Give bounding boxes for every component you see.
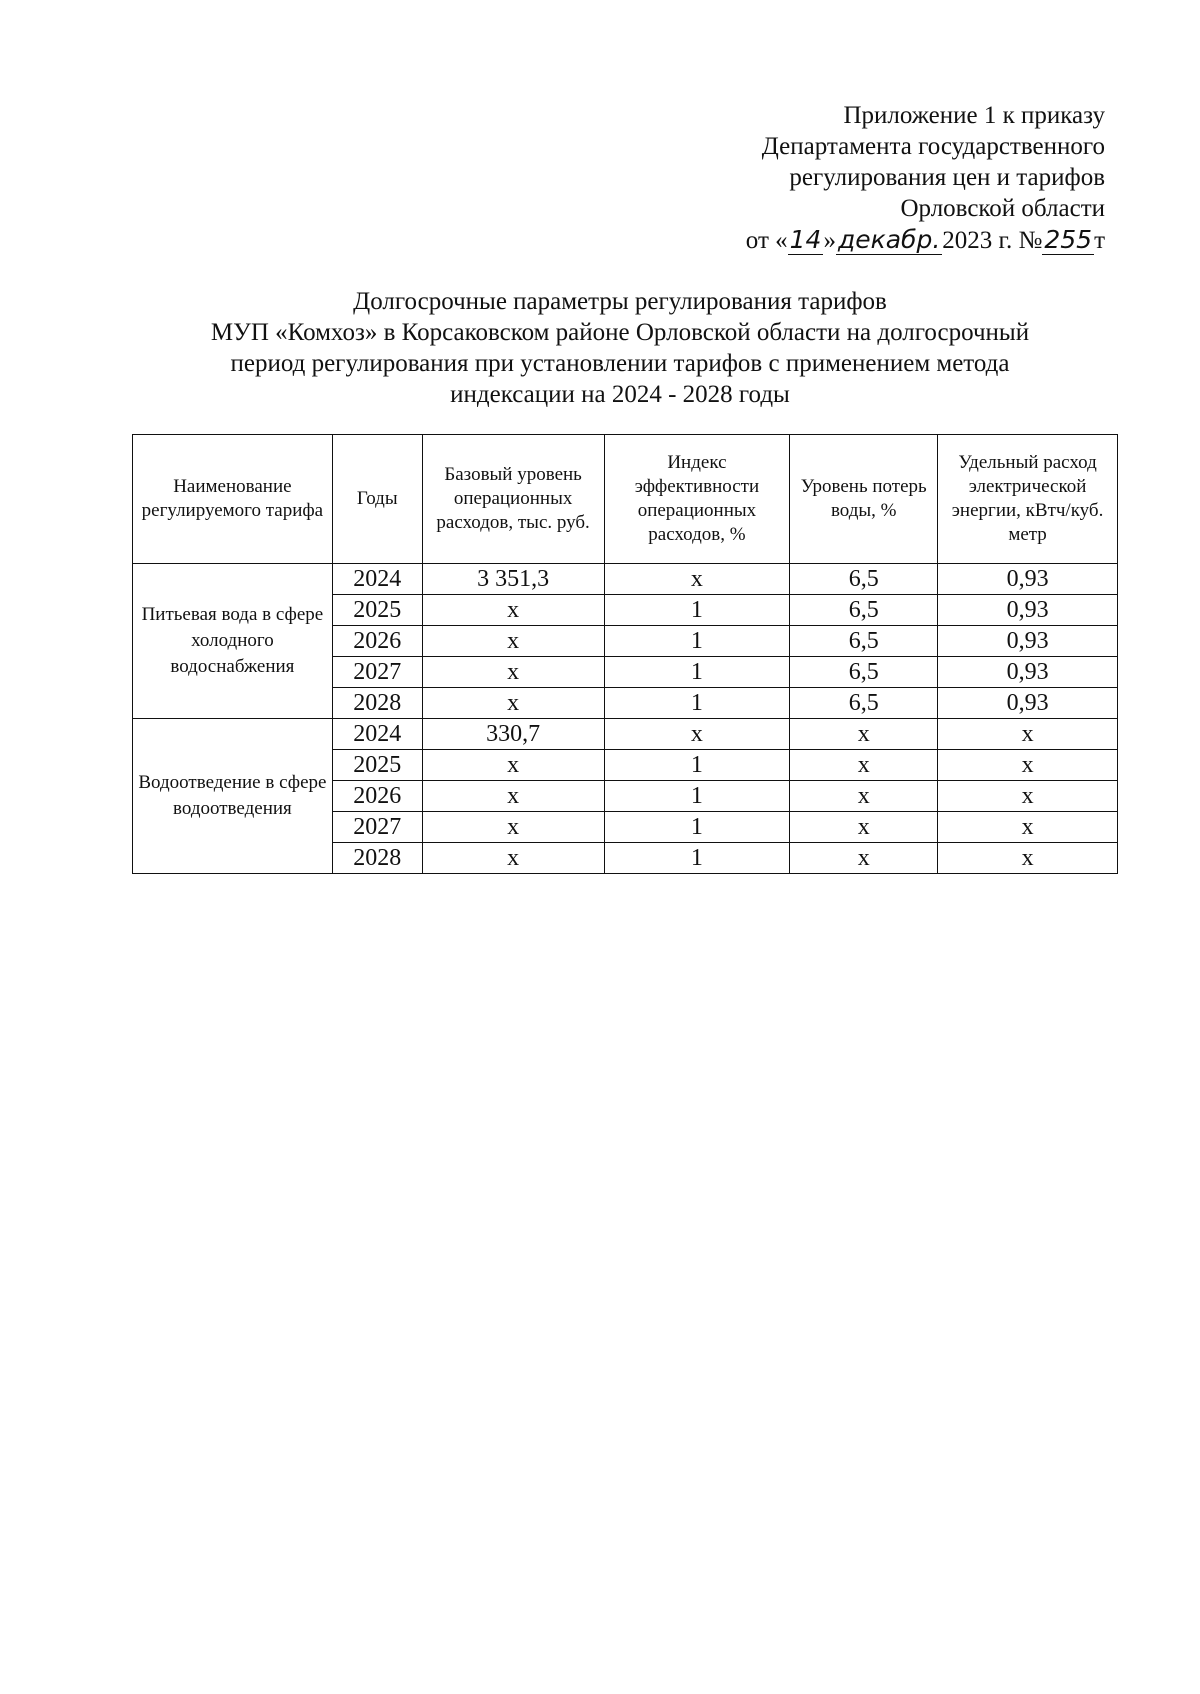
table-cell: 6,5 [790, 564, 938, 595]
header-efficiency-index: Индекс эффективности операционных расходов, % [604, 435, 790, 564]
tariff-parameters-table [132, 434, 1118, 874]
table-cell: 0,93 [938, 564, 1118, 595]
table-cell: 1 [604, 812, 790, 843]
appendix-line: регулирования цен и тарифов [789, 164, 1105, 191]
table-cell: х [790, 750, 938, 781]
table-cell: х [938, 781, 1118, 812]
table-cell: 1 [604, 688, 790, 719]
order-month-handwritten: декабр. [837, 225, 941, 254]
table-cell: х [422, 626, 604, 657]
tariff-name-cell: Питьевая вода в сфере холодного водоснабжения [133, 564, 333, 719]
table-cell: х [604, 564, 790, 595]
table-cell: х [422, 657, 604, 688]
table-cell: 2026 [332, 626, 422, 657]
order-mid: » [823, 227, 836, 254]
table-cell: 2024 [332, 719, 422, 750]
table-cell: х [790, 843, 938, 874]
table-cell: х [790, 812, 938, 843]
table-cell: 2026 [332, 781, 422, 812]
table-cell: 0,93 [938, 595, 1118, 626]
table-cell: 2025 [332, 750, 422, 781]
table-cell: 6,5 [790, 626, 938, 657]
table-cell: 330,7 [422, 719, 604, 750]
table-header-row [133, 435, 1118, 564]
table-cell: 1 [604, 750, 790, 781]
table-cell: 6,5 [790, 688, 938, 719]
table-cell: х [422, 750, 604, 781]
order-prefix: от « [745, 227, 788, 254]
header-energy-consumption: Удельный расход электрической энергии, кВтч/куб. метр [938, 435, 1118, 564]
table-cell: 1 [604, 657, 790, 688]
header-years: Годы [332, 435, 422, 564]
table-cell: 6,5 [790, 595, 938, 626]
header-tariff-name: Наименование регулируемого тарифа [133, 435, 333, 564]
table-cell: 6,5 [790, 657, 938, 688]
table-cell: 2028 [332, 688, 422, 719]
document-title [120, 286, 1120, 410]
table-cell: х [422, 843, 604, 874]
title-line: Долгосрочные параметры регулирования тарифов [353, 288, 887, 315]
table-cell: 2027 [332, 812, 422, 843]
title-line: период регулирования при установлении тарифов с применением метода [230, 350, 1010, 377]
table-row [133, 564, 1118, 595]
table-cell: 1 [604, 595, 790, 626]
appendix-line: Орловской области [900, 195, 1105, 222]
table-cell: 0,93 [938, 657, 1118, 688]
table-cell: х [790, 781, 938, 812]
table-cell: х [422, 595, 604, 626]
table-cell: х [938, 719, 1118, 750]
title-line: МУП «Комхоз» в Корсаковском районе Орловской области на долгосрочный [210, 319, 1030, 346]
table-cell: 0,93 [938, 626, 1118, 657]
table-cell: х [422, 781, 604, 812]
order-date-number [746, 224, 1105, 256]
appendix-line: Департамента государственного [761, 133, 1105, 160]
table-cell: х [938, 843, 1118, 874]
table-row [133, 719, 1118, 750]
table-cell: 2025 [332, 595, 422, 626]
order-suffix: т [1094, 227, 1105, 254]
table-cell: х [938, 812, 1118, 843]
header-water-loss: Уровень потерь воды, % [790, 435, 938, 564]
table-cell: 0,93 [938, 688, 1118, 719]
table-cell: х [604, 719, 790, 750]
table-cell: х [790, 719, 938, 750]
title-line: индексации на 2024 - 2028 годы [450, 381, 790, 408]
table-cell: 1 [604, 626, 790, 657]
appendix-line: Приложение 1 к приказу [843, 102, 1105, 129]
appendix-block [746, 100, 1105, 256]
order-number-handwritten: 255 [1044, 225, 1093, 254]
table-cell: 1 [604, 843, 790, 874]
table-cell: 2027 [332, 657, 422, 688]
header-base-opex: Базовый уровень операционных расходов, тыс. руб. [422, 435, 604, 564]
tariff-name-cell: Водоотведение в сфере водоотведения [133, 719, 333, 874]
table-cell: 2024 [332, 564, 422, 595]
order-day-handwritten: 14 [789, 225, 822, 254]
table-cell: х [422, 688, 604, 719]
table-cell: 3 351,3 [422, 564, 604, 595]
table-cell: х [422, 812, 604, 843]
order-year: 2023 г. № [942, 227, 1043, 254]
table-cell: 1 [604, 781, 790, 812]
table-cell: х [938, 750, 1118, 781]
table-cell: 2028 [332, 843, 422, 874]
